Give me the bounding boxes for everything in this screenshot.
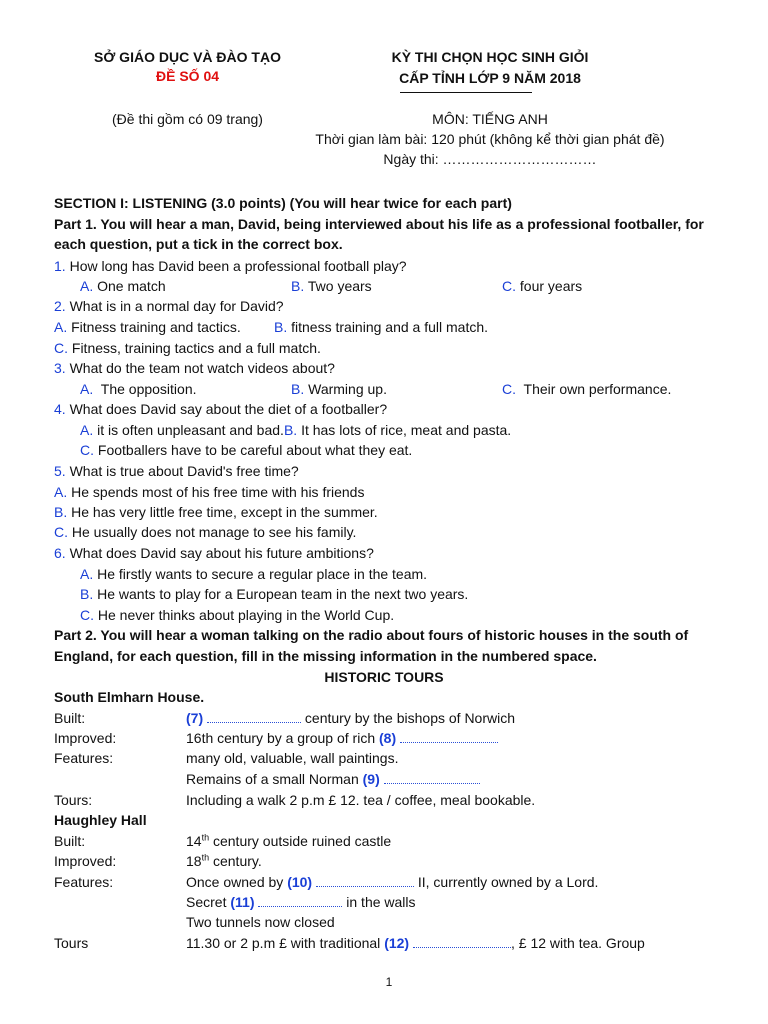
page-number: 1: [385, 975, 393, 989]
question-5: 5. What is true about David's free time?: [54, 463, 299, 479]
tours-title: HISTORIC TOURS: [324, 669, 444, 685]
house2-features-1: Once owned by (10) II, currently owned by a Lord.: [186, 874, 599, 890]
question-4: 4. What does David say about the diet of a footballer?: [54, 401, 388, 417]
blank-9[interactable]: [384, 771, 480, 784]
house1-built: (7) century by the bishops of Norwich: [186, 710, 516, 726]
exam-date: Ngày thi: ……………………………: [383, 151, 597, 167]
house2-name: Haughley Hall: [54, 812, 147, 828]
house2-built: 14th century outside ruined castle: [186, 832, 392, 849]
q4-options-ab[interactable]: A. it is often unpleasant and bad.B. It has lots of rice, meat and pasta.: [80, 422, 512, 438]
q5-option-c[interactable]: C. He usually does not manage to see his family.: [54, 524, 357, 540]
q2-option-b[interactable]: B. fitness training and a full match.: [274, 319, 489, 335]
house1-improved-label: Improved:: [54, 730, 117, 746]
part1-instructions-cont: each question, put a tick in the correct box.: [54, 236, 343, 252]
part1-instructions: Part 1. You will hear a man, David, being interviewed about his life as a professional footballer, for: [54, 216, 704, 232]
blank-10[interactable]: [316, 874, 414, 887]
exam-title: KỲ THI CHỌN HỌC SINH GIỎI: [391, 49, 589, 65]
exam-code: ĐỀ SỐ 04: [155, 68, 220, 84]
q5-option-a[interactable]: A. He spends most of his free time with his friends: [54, 484, 365, 500]
department-title: SỞ GIÁO DỤC VÀ ĐÀO TẠO: [94, 49, 281, 65]
part2-instructions: Part 2. You will hear a woman talking on the radio about fours of historic houses in the south of: [54, 627, 689, 643]
page-count-note: (Đề thi gồm có 09 trang): [112, 111, 263, 127]
q1-option-b[interactable]: B. Two years: [291, 278, 372, 294]
question-2: 2. What is in a normal day for David?: [54, 298, 284, 314]
subject: MÔN: TIẾNG ANH: [432, 111, 548, 127]
house1-tours-label: Tours:: [54, 792, 93, 808]
house1-tours: Including a walk 2 p.m £ 12. tea / coffee, meal bookable.: [186, 792, 536, 808]
question-6: 6. What does David say about his future ambitions?: [54, 545, 374, 561]
q3-option-c[interactable]: C. Their own performance.: [502, 381, 672, 397]
section-title: SECTION I: LISTENING (3.0 points) (You will hear twice for each part): [54, 195, 512, 211]
house1-features-2: Remains of a small Norman (9): [186, 769, 480, 789]
q6-option-b[interactable]: B. He wants to play for a European team in the next two years.: [80, 586, 469, 602]
house2-features-2: Secret (11) in the walls: [186, 894, 416, 910]
q2-option-a[interactable]: A. Fitness training and tactics.: [54, 319, 241, 335]
q1-option-c[interactable]: C. four years: [502, 278, 583, 294]
house2-tours-label: Tours: [54, 935, 89, 951]
house1-built-label: Built:: [54, 710, 86, 726]
house2-improved-label: Improved:: [54, 853, 117, 869]
house2-built-label: Built:: [54, 833, 86, 849]
exam-level: CẤP TỈNH LỚP 9 NĂM 2018: [399, 70, 581, 86]
q6-option-c[interactable]: C. He never thinks about playing in the World Cup.: [80, 607, 395, 623]
blank-7[interactable]: [207, 710, 301, 723]
house2-features-label: Features:: [54, 874, 114, 890]
house1-features-1: many old, valuable, wall paintings.: [186, 750, 399, 766]
q6-option-a[interactable]: A. He firstly wants to secure a regular place in the team.: [80, 566, 428, 582]
blank-11[interactable]: [258, 894, 342, 907]
header-divider: [400, 92, 532, 93]
house2-features-3: Two tunnels now closed: [186, 914, 335, 930]
time-limit: Thời gian làm bài: 120 phút (không kể thời gian phát đề): [315, 131, 665, 147]
q3-option-a[interactable]: A. The opposition.: [80, 381, 197, 397]
house1-features-label: Features:: [54, 750, 114, 766]
question-3: 3. What do the team not watch videos about?: [54, 360, 335, 376]
house1-improved: 16th century by a group of rich (8): [186, 728, 498, 748]
q2-option-c[interactable]: C. Fitness, training tactics and a full match.: [54, 340, 321, 356]
blank-8[interactable]: [400, 730, 498, 743]
blank-12[interactable]: [413, 935, 511, 948]
q3-option-b[interactable]: B. Warming up.: [291, 381, 387, 397]
house2-tours: 11.30 or 2 p.m £ with traditional (12) , £ 12 with tea. Group: [186, 935, 645, 951]
question-1: 1. How long has David been a professional football play?: [54, 258, 407, 274]
house2-improved: 18th century.: [186, 852, 262, 869]
q1-option-a[interactable]: A. One match: [80, 278, 166, 294]
house1-name: South Elmharn House.: [54, 689, 205, 705]
q5-option-b[interactable]: B. He has very little free time, except in the summer.: [54, 504, 378, 520]
part2-instructions-cont: England, for each question, fill in the missing information in the numbered space.: [54, 648, 597, 664]
q4-option-c[interactable]: C. Footballers have to be careful about what they eat.: [80, 442, 413, 458]
